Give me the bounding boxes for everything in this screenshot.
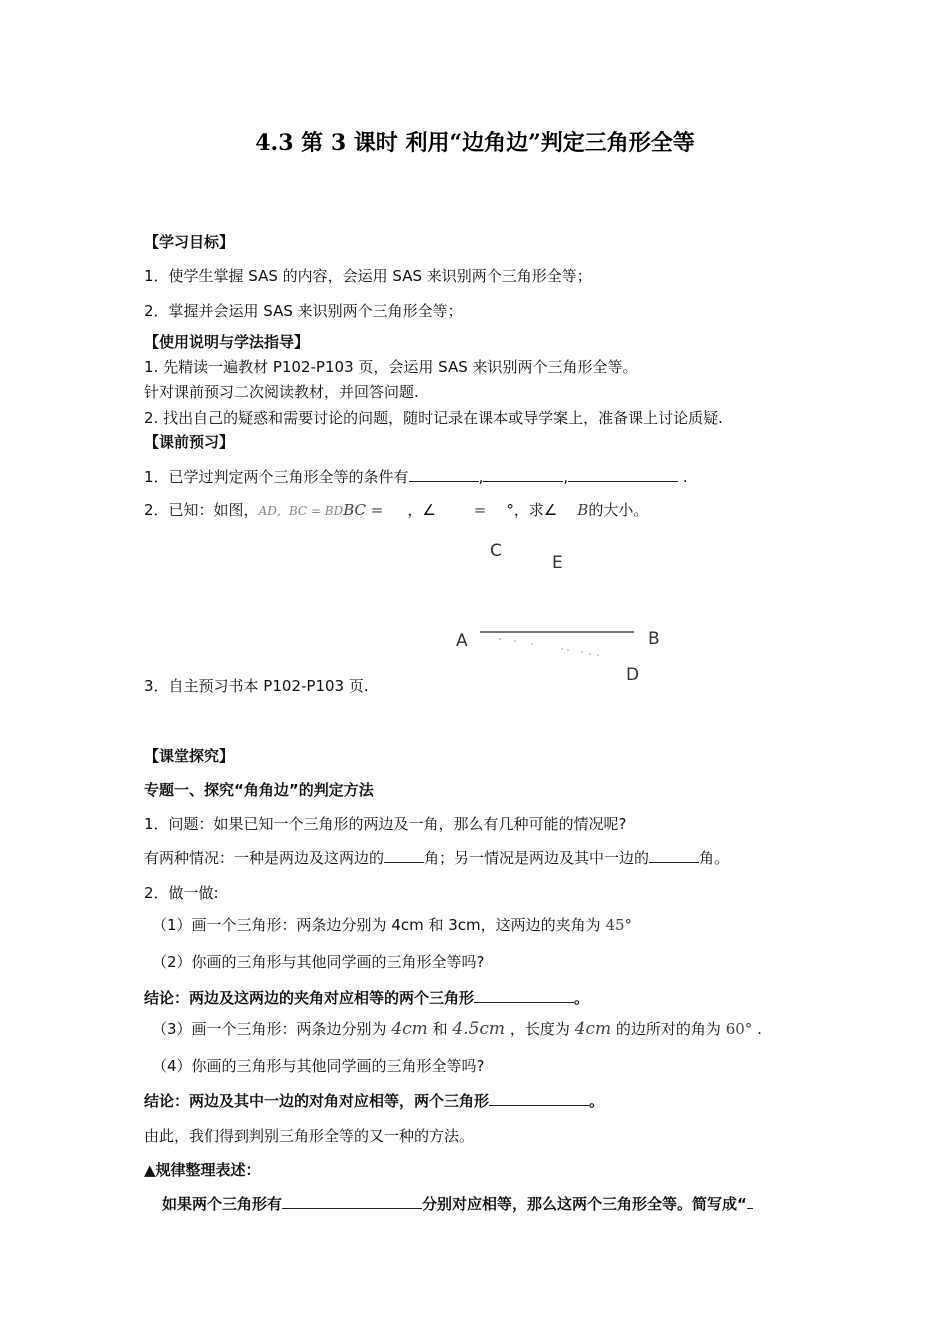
part-text: 的边所对的角为: [615, 1020, 721, 1038]
guide-item-2: 针对课前预习二次阅读教材，并回答问题.: [144, 383, 419, 401]
answer-blank[interactable]: [384, 848, 424, 863]
conclusion-end: 。: [574, 989, 590, 1007]
label-d: D: [626, 665, 640, 685]
separator: ,: [478, 468, 484, 486]
faded-math-condition: AD，BC = BD: [258, 504, 344, 518]
goals-heading: 【学习目标】: [144, 233, 235, 251]
math-length: 4.5cm: [452, 1019, 506, 1039]
preview-question-2: [144, 500, 648, 521]
question-2-part-3: [152, 1019, 762, 1039]
answer-text: 角；另一情况是两边及其中一边的: [424, 849, 650, 867]
find-angle-text: °，求∠: [506, 501, 558, 519]
part-text: 和: [432, 1020, 448, 1038]
rule-statement: [162, 1194, 753, 1214]
math-angle: 45°: [605, 916, 633, 934]
part-text: （3）画一个三角形：两条边分别为: [152, 1020, 387, 1038]
question-1: 1．问题：如果已知一个三角形的两边及一角，那么有几种可能的情况呢?: [144, 815, 627, 833]
preview-question-1: [144, 467, 688, 487]
angle-text: ，∠: [407, 501, 436, 519]
rule-heading: ▲规律整理表述：: [144, 1161, 261, 1179]
page-title: 4.3 第 3 课时 利用“边角边”判定三角形全等: [255, 130, 695, 156]
size-text: 的大小。: [588, 501, 649, 519]
math-angle: 60°: [725, 1020, 753, 1038]
period: .: [682, 468, 688, 486]
math-length: 4cm: [574, 1019, 612, 1039]
label-e: E: [552, 553, 563, 573]
guide-item-1: 1. 先精读一遍教材 P102-P103 页，会运用 SAS 来识别两个三角形全等。: [144, 358, 638, 376]
answer-blank[interactable]: [489, 1091, 589, 1106]
figure-lines: [440, 535, 680, 695]
goal-item-2: 2．掌握并会运用 SAS 来识别两个三角形全等；: [144, 302, 463, 320]
preview-heading: 【课前预习】: [144, 433, 235, 451]
answer-blank[interactable]: [474, 988, 574, 1003]
preview-question-1-text: 1．已学过判定两个三角形全等的条件有: [144, 468, 409, 486]
label-a: A: [456, 631, 468, 651]
question-2-part-4: （4）你画的三角形与其他同学画的三角形全等吗?: [152, 1057, 485, 1075]
conclusion-2: [144, 1091, 604, 1111]
summary-text: 由此，我们得到判别三角形全等的又一种的方法。: [144, 1127, 475, 1145]
answer-blank[interactable]: [409, 467, 479, 482]
preview-question-3: 3．自主预习书本 P102-P103 页.: [144, 677, 369, 695]
period: .: [757, 1020, 762, 1038]
part-text: ，长度为: [509, 1020, 570, 1038]
geometry-figure: [440, 535, 680, 695]
answer-blank[interactable]: [649, 848, 699, 863]
guide-heading: 【使用说明与学法指导】: [144, 333, 310, 351]
explore-heading: 【课堂探究】: [144, 747, 235, 765]
answer-blank[interactable]: [747, 1194, 753, 1209]
conclusion-end: 。: [589, 1092, 605, 1110]
topic-1-heading: 专题一、探究“角角边”的判定方法: [144, 781, 374, 799]
answer-blank[interactable]: [483, 467, 563, 482]
answer-blank[interactable]: [282, 1194, 422, 1209]
question-2-part-1: [152, 915, 632, 935]
dotted-segment: [499, 638, 599, 656]
conclusion-text: 结论：两边及其中一边的对角对应相等，两个三角形: [144, 1092, 490, 1110]
separator: ,: [563, 468, 569, 486]
math-length: 4cm: [391, 1019, 428, 1039]
goal-item-1: 1．使学生掌握 SAS 的内容，会运用 SAS 来识别两个三角形全等；: [144, 267, 592, 285]
conclusion-text: 结论：两边及这两边的夹角对应相等的两个三角形: [144, 989, 475, 1007]
equals-sign: =: [473, 501, 487, 519]
question-2-part-2: （2）你画的三角形与其他同学画的三角形全等吗?: [152, 953, 485, 971]
label-c: C: [490, 541, 502, 561]
answer-text: 角。: [699, 849, 730, 867]
conclusion-1: [144, 988, 589, 1008]
math-b: B: [577, 501, 589, 519]
part-text: （1）画一个三角形：两条边分别为 4cm 和 3cm，这两边的夹角为: [152, 916, 601, 934]
guide-item-3: 2. 找出自己的疑惑和需要讨论的问题，随时记录在课本或导学案上，准备课上讨论质疑.: [144, 409, 723, 427]
question-2: 2．做一做:: [144, 884, 219, 902]
rule-text: 分别对应相等，那么这两个三角形全等。简写成“: [422, 1195, 747, 1213]
label-b: B: [648, 629, 660, 649]
rule-text: 如果两个三角形有: [162, 1195, 283, 1213]
math-bc: BC =: [343, 501, 384, 519]
answer-text: 有两种情况：一种是两边及这两边的: [144, 849, 385, 867]
answer-blank[interactable]: [568, 467, 678, 482]
preview-question-2-text: 2．已知：如图，: [144, 501, 259, 519]
question-1-answer: [144, 848, 729, 868]
